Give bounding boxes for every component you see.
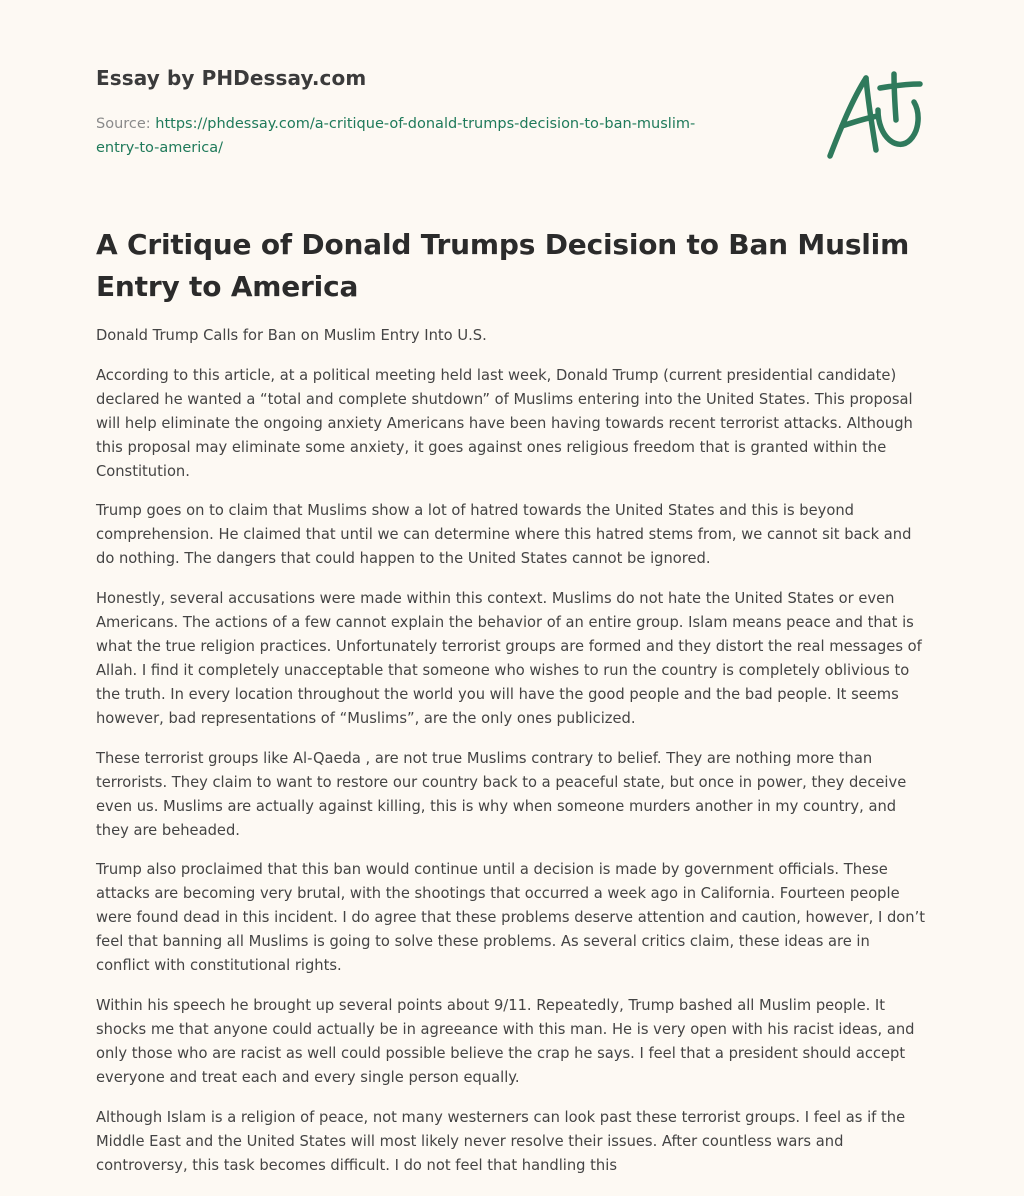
source-label: Source: xyxy=(96,116,151,132)
essay-paragraph: Within his speech he brought up several points about 9/11. Repeatedly, Trump bashed all Muslim people. It shocks me that anyone could actually be in agreeance with this man. He is very open with his racist ideas, and only those who are racist as well could possible believe the crap he says. I feel that a president should accept everyone and treat each and every single person equally. xyxy=(96,997,915,1087)
a-plus-grade-logo-icon xyxy=(822,68,926,164)
essay-paragraph: These terrorist groups like Al-Qaeda , are not true Muslims contrary to belief. They are nothing more than terrorists. They claim to want to restore our country back to a peaceful state, but once in power, they deceive even us. Muslims are actually against killing, this is why when someone murders another in my country, and they are beheaded. xyxy=(96,749,907,839)
source-url-line2: entry-to-america/ xyxy=(96,140,224,156)
essay-paragraph: Donald Trump Calls for Ban on Muslim Entry Into U.S. xyxy=(96,327,487,344)
essay-paragraph: Trump also proclaimed that this ban would continue until a decision is made by government officials. These attacks are becoming very brutal, with the shootings that occurred a week ago in California. Fourteen people were found dead in this incident. I do agree that these problems deserve attention and caution, however, I don’t feel that banning all Muslims is going to solve these problems. As several critics claim, these ideas are in conflict with constitutional rights. xyxy=(96,861,926,975)
source-line xyxy=(96,112,736,160)
essay-paragraph: Although Islam is a religion of peace, not many westerners can look past these terrorist groups. I feel as if the Middle East and the United States will most likely never resolve their issues. After countless wars and controversy, this task becomes difficult. I do not feel that handling this xyxy=(96,1108,906,1174)
source-link[interactable] xyxy=(96,116,695,156)
essay-body xyxy=(96,324,928,1194)
essay-header xyxy=(96,64,736,160)
essay-title: A Critique of Donald Trumps Decision to Ban Muslim Entry to America xyxy=(96,228,910,303)
essay-paragraph: Honestly, several accusations were made within this context. Muslims do not hate the United States or even Americans. The actions of a few cannot explain the behavior of an entire group. Islam means peace and that is what the true religion practices. Unfortunately terrorist groups are formed and they distort the real messages of Allah. I find it completely unacceptable that someone who wishes to run the country is completely oblivious to the truth. In every location throughout the world you will have the good people and the bad people. It seems however, bad representations of “Muslims”, are the only ones publicized. xyxy=(96,590,922,728)
essay-paragraph: Trump goes on to claim that Muslims show a lot of hatred towards the United States and this is beyond comprehension. He claimed that until we can determine where this hatred stems from, we cannot sit back and do nothing. The dangers that could happen to the United States cannot be ignored. xyxy=(96,502,912,568)
source-url-line1: https://phdessay.com/a-critique-of-donald-trumps-decision-to-ban-muslim- xyxy=(155,116,696,132)
brand-title: Essay by PHDessay.com xyxy=(96,66,367,90)
essay-paragraph: According to this article, at a political meeting held last week, Donald Trump (current presidential candidate) declared he wanted a “total and complete shutdown” of Muslims entering into the United States. This proposal will help eliminate the ongoing anxiety Americans have been having towards recent terrorist attacks. Although this proposal may eliminate some anxiety, it goes against ones religious freedom that is granted within the Constitution. xyxy=(96,366,913,480)
